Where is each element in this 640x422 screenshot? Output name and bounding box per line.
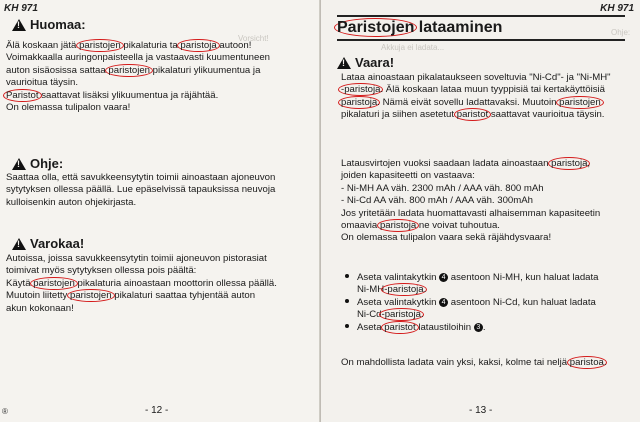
closing-paragraph	[341, 357, 607, 369]
text-line: -paristoja. Älä koskaan lataa muun tyyppisiä tai kertakäyttöisiä	[341, 84, 611, 96]
vaara-paragraph	[341, 72, 611, 122]
highlighted-word: -paristoja	[338, 83, 383, 96]
callout-number: 3	[474, 323, 483, 332]
text-line: vaurioitua täysin.	[6, 77, 78, 89]
highlighted-word: paristoa	[567, 356, 607, 369]
highlighted-word: -paristoja	[381, 283, 426, 296]
vaara-heading	[337, 55, 394, 70]
text-line: kulloisenkin auton ohjekirjasta.	[6, 196, 137, 208]
highlighted-word: paristojen	[76, 39, 124, 52]
huomaa-heading	[12, 17, 86, 32]
bullet-line: Ni-Cd-paristoja.	[357, 309, 424, 321]
bullet-icon	[345, 299, 349, 303]
text-line: On mahdollista ladata vain yksi, kaksi, kolme tai neljä paristoa.	[341, 357, 607, 368]
text-line: Autoissa, joissa savukkeensytytin toimii ajoneuvon pistorasiat	[6, 253, 267, 264]
text-line: Jos yritetään ladata huomattavasti alhaisemman kapasiteetin	[341, 207, 601, 219]
text-line: Muutoin liitetty paristojen pikalaturi saattaa tyhjentää auton	[6, 290, 256, 302]
highlighted-word: paristojen	[556, 96, 604, 109]
text-line: Lataa ainoastaan pikalataukseen soveltuvia "Ni-Cd"- ja "Ni-MH"	[341, 72, 611, 83]
ohje-heading	[12, 156, 63, 171]
highlighted-word: Paristojen	[334, 18, 417, 37]
page-title: Paristojen lataaminen	[337, 15, 625, 41]
highlighted-word: paristoja	[377, 219, 419, 232]
text-line: - Ni-Cd AA väh. 800 mAh / AAA väh. 300mAh	[341, 195, 533, 207]
huomaa-title: Huomaa:	[30, 17, 86, 32]
text-line: Käytä paristojen pikalaturia ainoastaan moottorin ollessa päällä.	[6, 277, 277, 289]
bullet-list	[341, 272, 599, 334]
text-line: paristoja. Nämä eivät sovellu ladattavaksi. Muutoin paristojen	[341, 97, 611, 109]
bleed-through-text: Ohje:	[611, 28, 631, 37]
warning-icon	[12, 19, 26, 31]
text-line: Latausvirtojen vuoksi saadaan ladata ainoastaan paristoja,	[341, 158, 591, 169]
highlighted-word: paristoja	[177, 39, 219, 52]
text-line: Paristot saattavat lisäksi ylikuumentua ja räjähtää.	[6, 90, 270, 102]
warning-icon	[337, 57, 351, 69]
text-line: - Ni-MH AA väh. 2300 mAh / AAA väh. 800 mAh	[341, 182, 544, 194]
highlighted-word: paristot	[454, 108, 491, 121]
page-number-left: - 12 -	[145, 405, 169, 416]
highlighted-word: Paristot	[3, 89, 42, 102]
bleed-through-text: Vorsicht!	[238, 34, 269, 43]
text-line: auton sisäosissa sattaa paristojen pikalaturi ylikuumentua ja	[6, 64, 261, 76]
header-model-code-left: KH 971	[4, 3, 38, 14]
varokaa-heading	[12, 236, 84, 251]
huomaa-paragraph	[6, 40, 270, 114]
text-line: omaavia paristoja ne voivat tuhoutua.	[341, 220, 500, 232]
text-line: akun kokonaan!	[6, 302, 74, 314]
text-line: joiden kapasiteetti on vastaava:	[341, 170, 475, 182]
highlighted-word: paristojen	[67, 289, 115, 302]
bullet-line: Aseta valintakytkin 4 asentoon Ni-MH, kun haluat ladata	[341, 272, 599, 284]
text-line: On olemassa tulipalon vaara!	[6, 102, 131, 114]
warning-icon	[12, 158, 26, 170]
ohje-paragraph	[6, 172, 275, 209]
header-model-code-right: KH 971	[600, 3, 634, 14]
text-line: pikalaturi ja siihen asetetut paristot saattavat vaurioitua täysin.	[341, 109, 605, 121]
highlighted-word: paristojen	[105, 64, 153, 77]
highlighted-word: paristojen	[30, 277, 78, 290]
vaara-title: Vaara!	[355, 55, 395, 70]
capacity-paragraph	[341, 158, 600, 245]
right-page	[321, 0, 640, 422]
varokaa-paragraph	[6, 253, 277, 315]
registered-mark: ®	[2, 407, 8, 416]
ohje-title: Ohje:	[30, 156, 64, 171]
bullet-line: Aseta valintakytkin 4 asentoon Ni-Cd, kun haluat ladata	[341, 297, 599, 309]
text-line: toimivat myös sytytyksen ollessa pois päältä:	[6, 265, 197, 277]
text-line: sytytyksen ollessa päällä. Lue epäselvissä tapauksissa neuvoja	[6, 184, 276, 196]
callout-number: 4	[439, 298, 448, 307]
bullet-icon	[345, 274, 349, 278]
text-line: Saattaa olla, että savukkeensytytin toimii ainoastaan ajoneuvon	[6, 172, 276, 183]
varokaa-title: Varokaa!	[30, 236, 85, 251]
highlighted-word: paristot	[381, 321, 418, 334]
bullet-line: Ni-MH-paristoja.	[357, 284, 427, 296]
highlighted-word: paristoja	[338, 96, 380, 109]
highlighted-word: paristoja	[548, 157, 590, 170]
callout-number: 4	[439, 273, 448, 282]
bullet-line: Aseta paristot lataustiloihin 3 .	[341, 322, 599, 334]
text-line: Voimakkaalla auringonpaisteella ja vastaavasti kuumentuneen	[6, 52, 270, 64]
text-line: On olemassa tulipalon vaara sekä räjähdysvaara!	[341, 232, 552, 244]
text-line: Älä koskaan jätä paristojen pikalaturia ta paristoja autoon!	[6, 40, 252, 51]
page-number-right: - 13 -	[469, 405, 493, 416]
highlighted-word: -paristoja	[379, 308, 424, 321]
bullet-icon	[345, 324, 349, 328]
warning-icon	[12, 238, 26, 250]
bleed-through-text: Akkuja ei ladata...	[381, 43, 445, 52]
